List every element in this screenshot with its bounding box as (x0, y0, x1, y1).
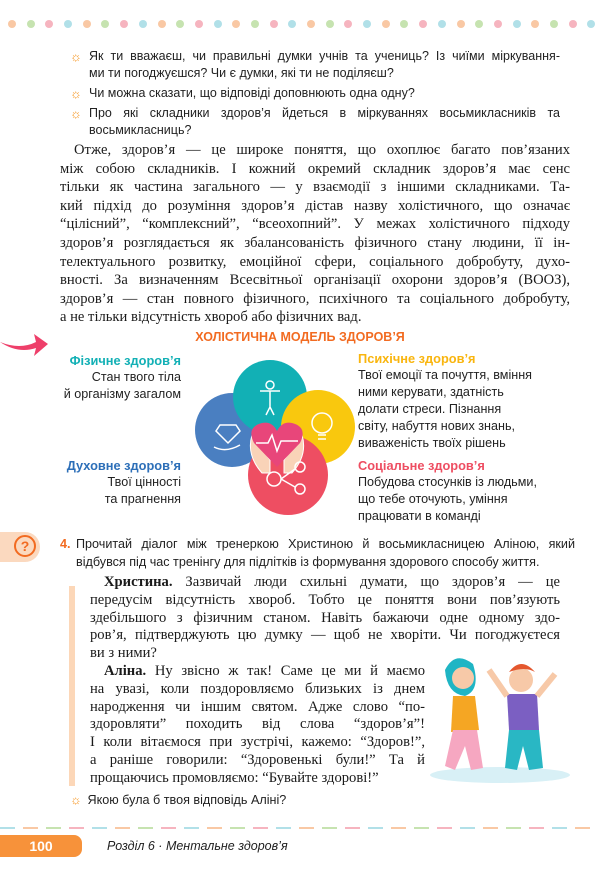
bullet-item (70, 48, 560, 82)
dash (391, 827, 406, 829)
text-line: Як ти вважаєш, чи правильні думки учнів та учениць? Із чиїми міркування- (89, 49, 560, 63)
text-line: Про які складники здоров’я йдеться в міркуваннях восьмикласників та (89, 106, 560, 120)
text-line (90, 574, 560, 592)
speaker-name: Христина. (104, 574, 173, 590)
question-badge (0, 532, 40, 562)
dot (400, 20, 408, 28)
dash (207, 827, 222, 829)
text-line: вності. За визначенням Всесвітньої організації охорони здоров’я (ВООЗ), (60, 272, 570, 289)
dot (494, 20, 502, 28)
diagram-title: ХОЛІСТИЧНА МОДЕЛЬ ЗДОРОВ’Я (195, 330, 405, 344)
dash (299, 827, 314, 829)
dot (307, 20, 315, 28)
text-line: прощаючись промовляємо: “Бувайте здорові!” (90, 769, 379, 786)
text-line: ров’я, підтверджують цю думку — щоб не хворіти. Чи погоджуєтеся (90, 627, 560, 644)
dash (230, 827, 245, 829)
mental-health-label (358, 350, 568, 452)
dot (158, 20, 166, 28)
dot (214, 20, 222, 28)
dot (195, 20, 203, 28)
bullet-item (70, 105, 560, 139)
dash (46, 827, 61, 829)
dot (101, 20, 109, 28)
spiritual-health-title: Духовне здоров’я (66, 458, 181, 473)
text-line (90, 663, 425, 681)
mental-line: долати стреси. Пізнання (358, 402, 502, 416)
text-line: Прочитай діалог між тренеркою Христиною й восьмикласницею Аліною, який (76, 537, 575, 551)
mental-line: ними керувати, здатність (358, 385, 504, 399)
physical-health-title: Фізичне здоров’я (69, 353, 181, 368)
dash (414, 827, 429, 829)
mental-line: світу, набуття нових знань, (358, 419, 516, 433)
spiritual-health-label (40, 457, 181, 508)
dot (64, 20, 72, 28)
text-line: народження чи іншим святом. Адже слово “по- (90, 698, 425, 715)
dot (288, 20, 296, 28)
question-list (70, 48, 560, 142)
text-line: ми ти погоджуєшся? Чи є думки, які ти не поділяєш? (89, 66, 394, 80)
text-line: здоров’я розглядається як збалансованість фізичного стану людини, її ін- (60, 234, 570, 251)
text-line: відбувся під час тренінгу для підлітків із формування здорового способу життя. (76, 554, 540, 569)
social-health-title: Соціальне здоров’я (358, 458, 485, 473)
text-line: ви з ними? (90, 645, 157, 662)
dash (92, 827, 107, 829)
dash (0, 827, 15, 829)
dot (438, 20, 446, 28)
text-line: тільки як частина загального — у взаємодії з іншими складниками. Та- (60, 179, 570, 196)
dot (8, 20, 16, 28)
text-line: а не тільки відсутність хвороб або фізичних вад. (60, 309, 362, 326)
dot (139, 20, 147, 28)
dot (326, 20, 334, 28)
page-number: 100 (0, 835, 82, 857)
text-line: І коли вітаємося при зустрічі, кажемо: “Здоров!”, (90, 734, 425, 751)
dot (176, 20, 184, 28)
social-health-label (358, 457, 568, 525)
sun-icon: ☼ (70, 49, 82, 64)
dot (45, 20, 53, 28)
dash (161, 827, 176, 829)
social-line: що тебе оточують, уміння (358, 492, 508, 506)
physical-line: й організму загалом (63, 387, 181, 401)
text-line-content: Зазвичай люди схильні думати, що здоров’я — це (172, 574, 560, 590)
dash (23, 827, 38, 829)
dot (457, 20, 465, 28)
holistic-model-diagram (190, 355, 365, 520)
dash (345, 827, 360, 829)
physical-line: Стан твого тіла (91, 370, 181, 384)
text-line: а раніше говорили: “Здоровенькі були!” Та й (90, 751, 425, 768)
dash (575, 827, 590, 829)
social-line: Побудова стосунків із людьми, (358, 475, 537, 489)
dash (322, 827, 337, 829)
text-line: здоровляти” походить від слова “здоров’я”! (90, 716, 425, 733)
dash (552, 827, 567, 829)
main-paragraph (60, 141, 570, 327)
dot (27, 20, 35, 28)
final-question (70, 793, 286, 807)
task-4 (60, 536, 575, 571)
dash (276, 827, 291, 829)
bullet-item (70, 85, 560, 102)
sun-icon: ☼ (70, 793, 82, 807)
dot (382, 20, 390, 28)
text-line: Чи можна сказати, що відповіді доповнюють одна одну? (89, 86, 415, 100)
dash (368, 827, 383, 829)
dot (419, 20, 427, 28)
footer-divider (0, 827, 600, 830)
dot (363, 20, 371, 28)
mental-health-title: Психічне здоров’я (358, 351, 476, 366)
dash (437, 827, 452, 829)
spiritual-line: Твої цінності (107, 475, 181, 489)
dash (138, 827, 153, 829)
dialog-side-bar (69, 586, 75, 786)
dot (475, 20, 483, 28)
dot (270, 20, 278, 28)
dot (120, 20, 128, 28)
task-number: 4. (60, 537, 71, 551)
question-icon: ? (14, 535, 36, 557)
sun-icon: ☼ (70, 106, 82, 121)
text-line: Отже, здоров’я — це широке поняття, що охоплює багато пов’язаних (74, 142, 570, 158)
dot (550, 20, 558, 28)
dot (569, 20, 577, 28)
dash (115, 827, 130, 829)
text-line: телектуального розвитку, емоційної сфери, соціального добробуту, духо- (60, 253, 570, 270)
sun-icon: ☼ (70, 86, 82, 101)
dot (531, 20, 539, 28)
dot (344, 20, 352, 28)
text-line: “цілісний”, “комплексний”, “всеохопний”. У межах холістичного підходу (60, 216, 570, 233)
text-line: передусім відсутність хвороб. Тобто це поняття вони пов’язують (90, 591, 560, 608)
dot (587, 20, 595, 28)
text-line: кий підхід до розуміння здоров’я дістав назву холістичного, що означає (60, 197, 570, 214)
spiritual-line: та прагнення (104, 492, 181, 506)
text-line: здоров’я — стан повного фізичного, психічного та соціального добробуту, (60, 290, 570, 307)
text-line: здебільшого з фізичним станом. Навіть бажаючи одне одному здо- (90, 609, 560, 626)
text-line: між собою складників. І кожний окремий складник здоров’я має сенс (60, 160, 570, 177)
kids-illustration (425, 650, 575, 785)
mental-line: Твої емоції та почуття, вміння (358, 368, 532, 382)
dash (506, 827, 521, 829)
dash (460, 827, 475, 829)
dot (232, 20, 240, 28)
decorative-dots (8, 20, 595, 28)
final-question-text: Якою була б твоя відповідь Аліні? (87, 793, 287, 807)
dash (69, 827, 84, 829)
dot (83, 20, 91, 28)
dash (253, 827, 268, 829)
physical-health-label (40, 352, 181, 403)
dash (184, 827, 199, 829)
dot (251, 20, 259, 28)
text-line: восьмикласниць? (89, 123, 192, 137)
mental-line: виваженість твоїх рішень (358, 436, 506, 450)
social-line: працювати в команді (358, 509, 481, 523)
chapter-title: Розділ 6 · Ментальне здоров’я (107, 839, 288, 853)
speaker-name: Аліна. (104, 662, 147, 679)
dot (513, 20, 521, 28)
text-line: на увазі, коли поздоровляємо близьких із днем (90, 680, 425, 697)
dash (483, 827, 498, 829)
text-line-content: Ну звісно ж так! Саме це ми й маємо (146, 662, 425, 679)
dash (529, 827, 544, 829)
